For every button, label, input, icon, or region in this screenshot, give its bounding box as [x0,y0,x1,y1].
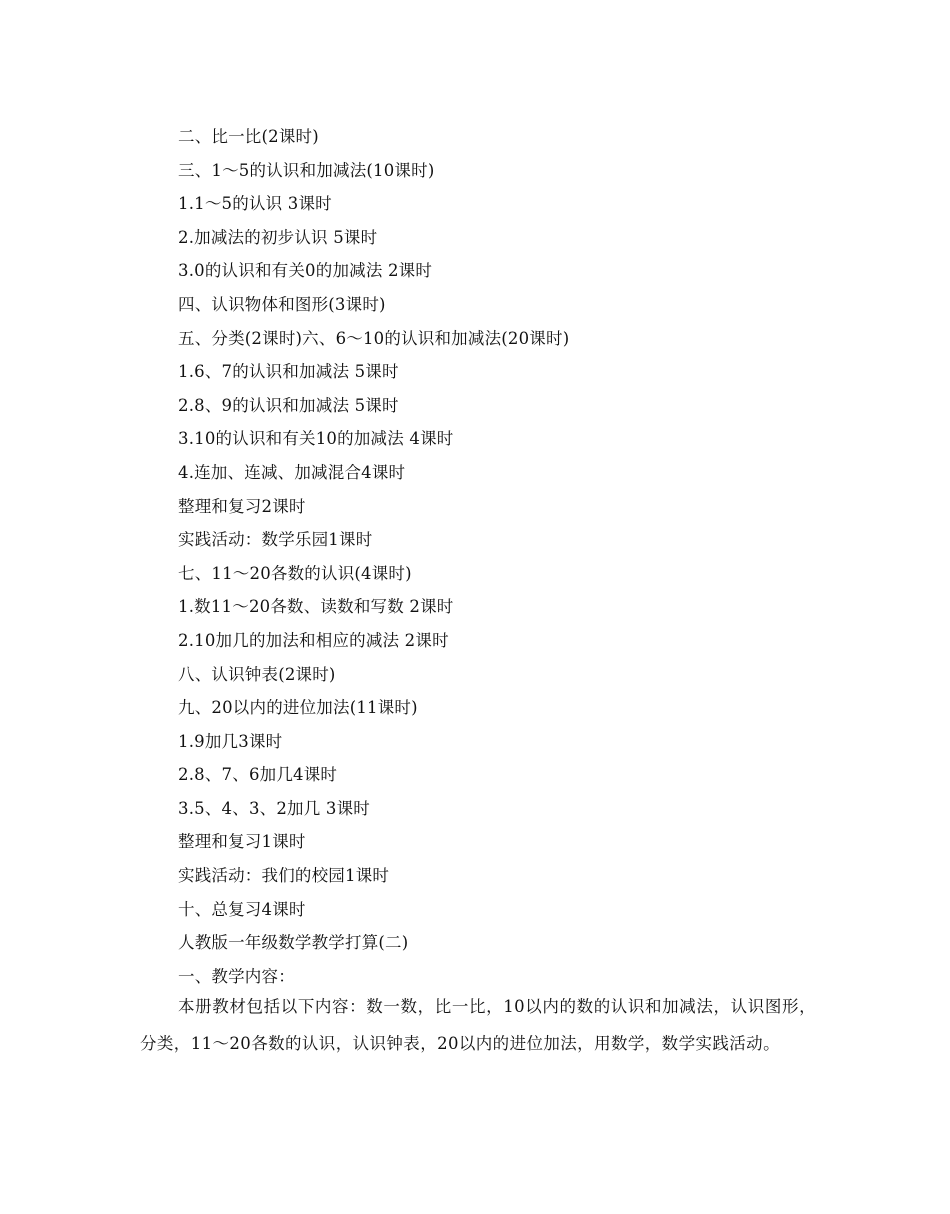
outline-line: 3.5、4、3、2加几 3课时 [178,798,370,818]
outline-line: 2.10加几的加法和相应的减法 2课时 [178,630,449,650]
outline-line: 整理和复习2课时 [178,496,306,516]
outline-line: 四、认识物体和图形(3课时) [178,294,386,314]
outline-line: 3.10的认识和有关10的加减法 4课时 [178,429,454,449]
outline-line: 1.6、7的认识和加减法 5课时 [178,362,399,382]
section-heading: 一、教学内容： [178,966,295,986]
outline-line: 七、11～20各数的认识(4课时) [178,563,412,583]
outline-line: 实践活动：数学乐园1课时 [178,530,373,550]
outline-line: 4.连加、连减、加减混合4课时 [178,462,406,482]
outline-line: 三、1～5的认识和加减法(10课时) [178,160,435,180]
outline-line: 五、分类(2课时)六、6～10的认识和加减法(20课时) [178,328,570,348]
outline-line: 二、比一比(2课时) [178,127,319,146]
outline-line: 整理和复习1课时 [178,832,306,852]
outline-line: 2.8、9的认识和加减法 5课时 [178,395,399,415]
outline-line: 1.9加几3课时 [178,731,283,751]
outline-line: 实践活动：我们的校园1课时 [178,866,390,886]
outline-line: 2.加减法的初步认识 5课时 [178,227,378,247]
outline-line: 八、认识钟表(2课时) [178,664,336,684]
outline-line: 1.数11～20各数、读数和写数 2课时 [178,597,454,617]
outline-line: 十、总复习4课时 [178,899,306,919]
outline-line: 九、20以内的进位加法(11课时) [178,698,418,718]
content-paragraph: 本册教材包括以下内容：数一数，比一比，10以内的数的认识和加减法，认识图形，分类，11～20各数的认识，认识钟表，20以内的进位加法，用数学，数学实践活动。 [140,997,816,1053]
section-title: 人教版一年级数学教学打算(二) [178,933,409,953]
outline-line: 3.0的认识和有关0的加减法 2课时 [178,261,433,281]
course-outline [178,120,818,993]
outline-line: 2.8、7、6加几4课时 [178,765,338,785]
outline-line: 1.1～5的认识 3课时 [178,194,332,214]
